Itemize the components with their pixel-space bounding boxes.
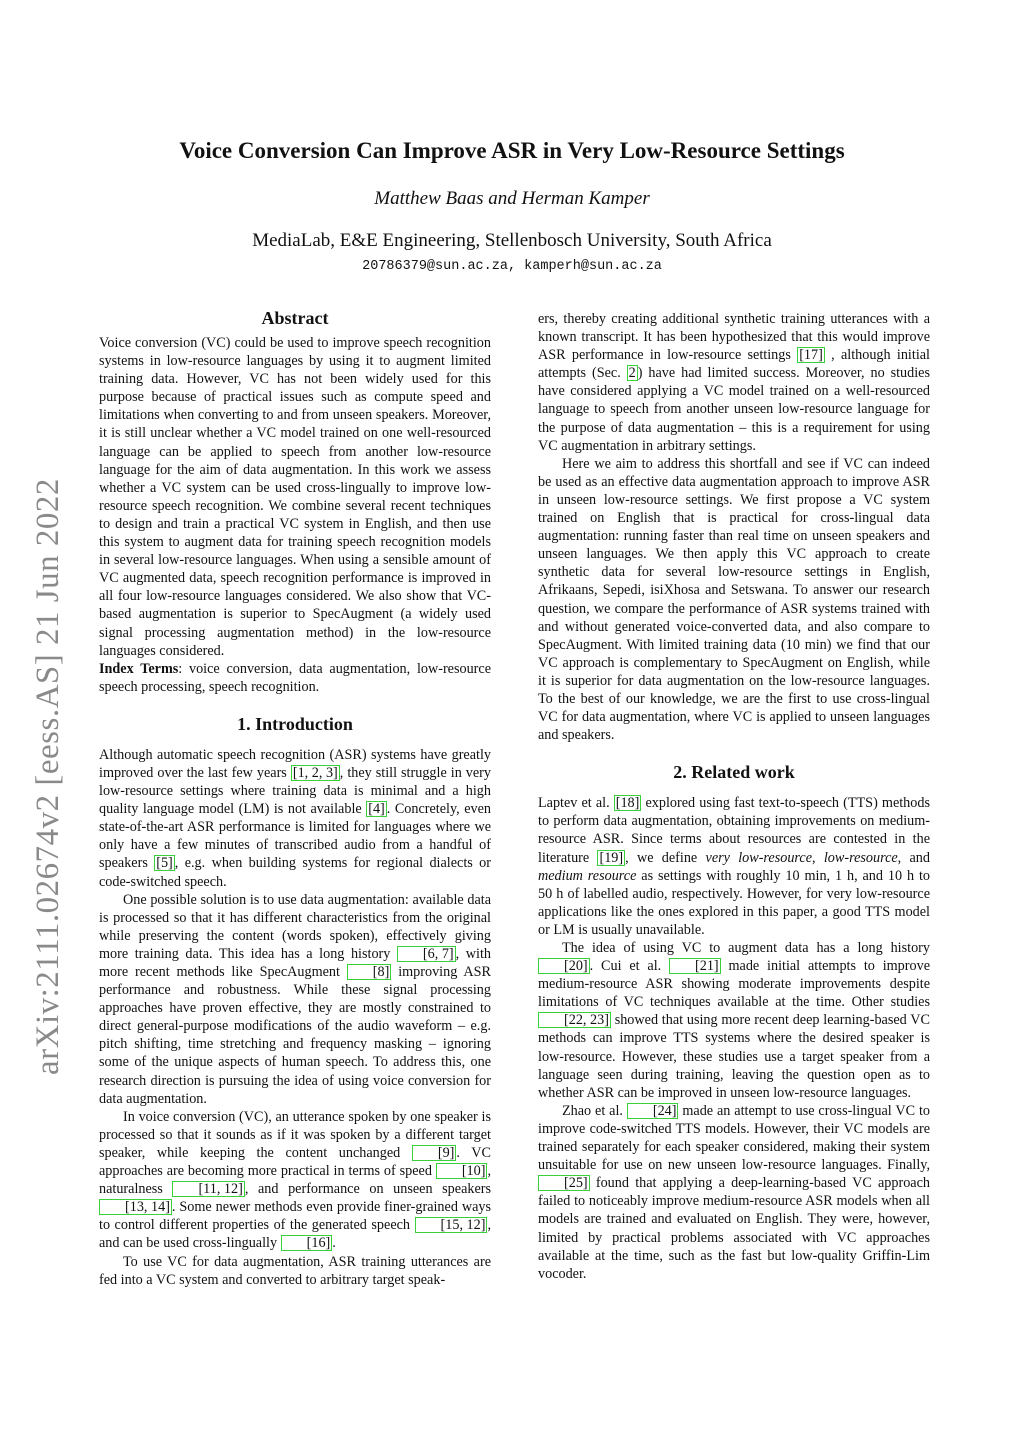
citation-link[interactable]: [10] [436, 1163, 488, 1179]
citation-link[interactable]: [8] [347, 964, 392, 980]
paragraph-text: showed that using more recent deep learning-based VC methods can improve TTS systems where the desired speaker is low-resource. However, these studies use a target speaker from a language seen during training, leaving the question open as to whether ASR can be improved in unseen low-resource languages. [538, 1012, 930, 1101]
citation-link[interactable]: [15, 12] [415, 1217, 488, 1233]
citation-link[interactable]: [22, 23] [538, 1012, 611, 1028]
paragraph-text: , naturalness [99, 1163, 491, 1198]
emphasized-term: low-resource [823, 849, 898, 866]
paragraph-text: . Some newer methods even provide finer-grained ways to control different properties of the generated speech [99, 1199, 491, 1234]
paper-title: Voice Conversion Can Improve ASR in Very Low-Resource Settings [179, 138, 845, 163]
abstract-text: Voice conversion (VC) could be used to improve speech recognition systems in low-resource languages by using it to augment limited training data. However, VC has not been widely used for this purpose because of practical issues such as compute speed and limitations when converting to and from unseen speakers. Moreover, it is still unclear whether a VC model trained on one well-resourced language can be applied to speech from another low-resource language for the aim of data augmentation. In this work we assess whether a VC system can be used cross-lingually to improve low-resource speech recognition. We combine several recent techniques to design and train a practical VC system in English, and then use this system to augment data for training speech recognition models in several low-resource languages. When using a sensible amount of VC augmented data, speech recognition performance is improved in all four low-resource languages considered. We also show that VC-based augmentation is superior to SpecAugment (a widely used signal processing augmentation method) in the low-resource languages considered. [99, 335, 491, 659]
paper-authors: Matthew Baas and Herman Kamper [374, 188, 650, 209]
citation-link[interactable]: [20] [538, 958, 590, 974]
paper-affiliation: MediaLab, E&E Engineering, Stellenbosch University, South Africa [252, 230, 772, 251]
citation-link[interactable]: [19] [599, 849, 624, 866]
paragraph-text: ers, thereby creating additional synthetic training utterances with a known transcript. It has been hypothesized that this would improve ASR performance in low-resource settings [538, 311, 930, 364]
paragraph-text: . Cui et al. [589, 958, 670, 975]
related-paragraph-1 [538, 794, 930, 939]
citation-link[interactable]: [5] [156, 855, 173, 872]
emphasized-term: medium resource [538, 867, 637, 884]
paragraph-text: , e.g. when building systems for regional dialects or code-switched speech. [99, 855, 491, 890]
citation-link[interactable]: [24] [627, 1103, 679, 1119]
paragraph-text: as settings with roughly 10 min, 1 h, and 10 h to 50 h of labelled audio, respectively. However, for very low-resource applications like the ones explored in this paper, a good TTS model or LM is usually unavailable. [538, 867, 930, 938]
citation-link[interactable]: [9] [412, 1145, 457, 1161]
citation-link[interactable]: [16] [281, 1235, 333, 1251]
citation-link[interactable]: [21] [669, 958, 721, 974]
paragraph-text: . VC approaches are becoming more practical in terms of speed [99, 1144, 492, 1180]
citation-link[interactable]: [18] [615, 795, 640, 812]
left-column [99, 306, 491, 1289]
citation-link[interactable]: [17] [799, 347, 823, 364]
paragraph-text: One possible solution is to use data augmentation: available data is processed so that it has different characteristics from the original while preserving the content (words spoken), effectively giving more training data. This idea has a long history [99, 891, 491, 962]
paragraph-text: made initial attempts to improve medium-resource ASR showing moderate improvements despite limitations of VC techniques available at the time. Other studies [538, 958, 930, 1011]
paragraph-text: found that applying a deep-learning-based VC approach failed to noticeably improve medium-resource ASR models when all models are trained and evaluated on English. They were, however, limited by practical problems associated with VC approaches available at the time, such as the fast but low-quality Griffin-Lim vocoder. [538, 1175, 930, 1282]
paragraph-text: , and [897, 849, 930, 866]
citation-link[interactable]: [13, 14] [99, 1199, 172, 1215]
intro-paragraph-6: Here we aim to address this shortfall and see if VC can indeed be used as an effective data augmentation approach to improve ASR in unseen low-resource settings. We first propose a VC system trained on English that is practical for cross-lingual data augmentation: running faster than real time on unseen speakers and unseen languages. We then apply this VC approach to create synthetic data for several low-resource settings in English, Afrikaans, Sepedi, isiXhosa and Setswana. To answer our research question, we compare the performance of ASR systems trained with and without generated voice-converted data, and also compare to SpecAugment. With limited training data (10 min) we find that our VC approach is complementary to SpecAugment on English, while it is superior for data augmentation on the low-resource languages. To the best of our knowledge, we are the first to use cross-lingual VC for data augmentation, where VC is applied to unseen languages and speakers. [538, 455, 930, 744]
related-work-heading: 2. Related work [673, 762, 795, 783]
index-terms-text: : voice conversion, data augmentation, low-resource speech processing, speech recognition. [99, 660, 492, 695]
intro-paragraph-1 [99, 746, 491, 891]
paragraph-text: , we define [625, 849, 706, 866]
paper-emails: 20786379@sun.ac.za, kamperh@sun.ac.za [362, 259, 662, 274]
paragraph-text: , and can be used cross-lingually [99, 1217, 491, 1252]
paragraph-text: , they still struggle in very low-resource settings where training data is minimal and a high quality language model (LM) is not available [99, 764, 491, 818]
paragraph-text: explored using fast text-to-speech (TTS) methods to perform data augmentation, obtaining improvements on medium-resource ASR. Since terms about resources are contested in the literature [538, 795, 930, 866]
intro-paragraph-5 [538, 310, 930, 455]
related-paragraph-2 [538, 939, 930, 1102]
paragraph-text: In voice conversion (VC), an utterance spoken by one speaker is processed so that it sounds as if it was spoken by a different target speaker, while keeping the content unchanged [99, 1108, 491, 1161]
paragraph-text: improving ASR performance and robustness. While these signal processing approaches have proven effective, they are mostly constrained to direct general-purpose modifications of the audio waveform – e.g. pitch shifting, time stretching and frequency masking – ignoring some of the unique aspects of human speech. To address this, one research direction is pursuing the idea of using voice conversion for data augmentation. [99, 964, 491, 1107]
intro-paragraph-2 [99, 891, 491, 1108]
paragraph-text: made an attempt to use cross-lingual VC to improve code-switched TTS models. However, their VC models are trained separately for each speaker considered, making their system unsuitable for use on new unseen low-resource languages. Finally, [538, 1102, 930, 1174]
paragraph-text: , [812, 849, 824, 866]
related-paragraph-3 [538, 1102, 930, 1283]
citation-link[interactable]: 2 [628, 365, 636, 382]
citation-link[interactable]: [6, 7] [397, 946, 456, 962]
paragraph-text: The idea of using VC to augment data has a long history [562, 940, 930, 956]
paragraph-text: Zhao et al. [562, 1102, 627, 1119]
citation-link[interactable]: [11, 12] [172, 1181, 244, 1197]
arxiv-identifier: arXiv:2111.02674v2 [eess.AS] 21 Jun 2022 [30, 478, 66, 1075]
intro-heading: 1. Introduction [237, 713, 353, 734]
citation-link[interactable]: [4] [368, 801, 385, 818]
right-column [538, 310, 930, 1283]
paragraph-text: , with more recent methods like SpecAugment [99, 945, 491, 980]
emphasized-term: very low-resource [705, 849, 813, 866]
intro-paragraph-4: To use VC for data augmentation, ASR training utterances are fed into a VC system and converted to arbitrary target speak- [99, 1253, 491, 1288]
paragraph-text: , although initial attempts (Sec. [538, 347, 930, 382]
paragraph-text: Laptev et al. [538, 795, 614, 812]
paragraph-text: . Concretely, even state-of-the-art ASR performance is limited for languages where we only have a few minutes of transcribed audio from a handful of speakers [99, 801, 491, 872]
paragraph-text: ) have had limited success. Moreover, no studies have considered applying a VC model trained on a well-resourced language to speech from another unseen low-resource language for the purpose of data augmentation – this is a requirement for using VC augmentation in arbitrary settings. [538, 365, 931, 454]
paragraph-text: , and performance on unseen speakers [244, 1181, 492, 1198]
citation-link[interactable]: [25] [538, 1175, 590, 1191]
paragraph-text: Although automatic speech recognition (ASR) systems have greatly improved over the last few years [99, 746, 491, 781]
arxiv-sidebar [30, 478, 70, 1115]
intro-paragraph-3 [99, 1108, 491, 1253]
paragraph-text: . [332, 1235, 336, 1252]
abstract-heading: Abstract [261, 308, 329, 328]
index-terms-label: Index Terms [99, 660, 179, 677]
index-terms [99, 660, 491, 696]
citation-link[interactable]: [1, 2, 3] [292, 764, 338, 781]
